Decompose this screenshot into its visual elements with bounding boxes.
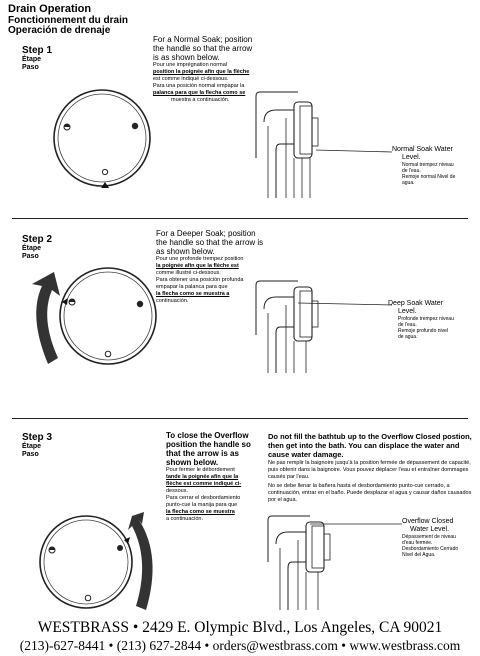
page-title: Drain Operation (8, 3, 92, 15)
footer-website[interactable]: www.westbrass.com (349, 638, 461, 653)
page-subtitle-es: Operación de drenaje (8, 25, 111, 36)
step2-instr-es-d: continuación. (156, 298, 189, 304)
step1-instructions (153, 35, 259, 104)
step2-label-es: Paso (22, 253, 39, 260)
step1-instr-fr-b: position la poignée afin que la flèche (153, 69, 250, 75)
step2-overflow-diagram (250, 275, 400, 375)
step3-label: Step 3 (22, 432, 53, 443)
step3-warning-es: No se debe llenar la bañera hasta el desbordamiento punto-cue cerrado, a continuación, entrar en el baño. Puede desplazar el agua y causar daños causados por el agua. (268, 483, 472, 503)
step3-overflow-diagram (262, 512, 412, 612)
step2-instr-fr-b: la poignée afin que la flèche est (156, 263, 239, 269)
step1-level-es-b: agua. (402, 180, 415, 186)
footer-address-line: WESTBRASS • 2429 E. Olympic Blvd., Los Angeles, CA 90021 (37, 619, 443, 636)
step1-level-label (392, 146, 474, 186)
footer-email[interactable]: orders@westbrass.com (212, 638, 338, 653)
step2-level-fr-b: de l'eau. (398, 322, 417, 328)
step1-level-fr-b: de l'eau. (402, 168, 421, 174)
step1-instr-en: For a Normal Soak; position the handle so that the arrow is as shown below. (153, 35, 253, 62)
step1-dial-diagram (45, 88, 165, 198)
dial-pin-bottom (102, 169, 107, 174)
dial-outer-ring (60, 268, 156, 364)
step3-instr-es-a: Para cerrar el desbordamiento (166, 495, 241, 501)
step2-level-fr-a: Profonde trempez niveau (398, 316, 454, 322)
step3-level-fr-b: d'eau fermée. (402, 540, 433, 546)
step3-instr-es-d: a continuación. (166, 516, 203, 522)
step1-instr-es-b: palanca para que la flecha como se (153, 90, 246, 96)
step3-instr-fr-b: tande la poignée afin que la (166, 474, 239, 480)
footer-fax: (213) 627-2844 (116, 638, 202, 653)
step2-label-fr: Étape (22, 245, 42, 252)
step1-instr-es-a: Para una posición normal empapar la (153, 83, 245, 89)
step3-instr-es-c: la flecha como se muestra (166, 509, 235, 515)
step3-label-es: Paso (22, 451, 39, 458)
dial-outer-ring (40, 516, 132, 608)
step2-level-title-b: Level. (398, 308, 417, 315)
step1-level-title-b: Level. (402, 154, 421, 161)
step2-instr-es-b: empapar la palanca para que (156, 284, 228, 290)
step3-level-label (402, 518, 476, 558)
step1-instr-fr-c: est comme indiqué ci-dessous. (153, 76, 229, 82)
step2-instr-es-c: la flecha como se muestra a (156, 291, 230, 297)
step3-level-title-b: Water Level. (410, 526, 450, 533)
dial-inner-ring (64, 272, 152, 360)
dial-pin-right (132, 123, 138, 129)
dial-pin-bottom (85, 595, 91, 601)
step3-level-es-b: Nivel del Agua. (402, 552, 436, 558)
dial-pin-bottom (105, 351, 111, 357)
dial-inner-ring (44, 520, 128, 604)
step3-level-title-a: Overflow Closed (402, 518, 454, 525)
page-subtitle-fr: Fonctionnement du drain (8, 15, 128, 26)
step3-level-fr-a: Dépassement de niveau (402, 534, 456, 540)
step3-instr-fr-a: Pour fermer le débordement (166, 467, 235, 473)
step2-instr-en: For a Deeper Soak; position the handle so that the arrow is as shown below. (156, 229, 264, 256)
step2-level-es-a: Remoje profundo nivel (398, 328, 449, 334)
dial-pin-right (117, 545, 123, 551)
footer-phone: (213)-627-8441 (19, 638, 106, 653)
step1-label-fr: Étape (22, 56, 42, 63)
step3-dial-diagram (38, 510, 178, 620)
step1-overflow-diagram (250, 88, 400, 208)
step2-instr-fr-c: comme illustré ci-dessous. (156, 270, 221, 276)
step2-dial-diagram (22, 260, 162, 380)
step3-level-es-a: Desbordamiento Cerrado (402, 546, 459, 552)
step3-warning (268, 432, 474, 504)
step3-warning-fr: Ne pas remplir la baignoire jusqu'à la position fermée de dépassement de capacité, puis obtenir dans la baignoire. Vous pouvez déplacer l'eau et entraîner dommages causés par l'eau. (268, 460, 471, 480)
step2-level-label (388, 300, 474, 340)
step2-instr-fr-a: Pour une profonde trempez position (156, 256, 244, 262)
step3-instr-en: To close the Overflow position the handle so that the arrow is as shown below. (166, 431, 251, 467)
step1-level-fr-a: Normal trempez niveau (402, 162, 454, 168)
step2-label: Step 2 (22, 234, 53, 245)
dial-inner-ring (58, 94, 146, 182)
footer-contact-line: (213)-627-8441 • (213) 627-2844 • orders@westbrass.com • www.westbrass.com (19, 638, 461, 653)
step3-instr-fr-c: flèche est comme indiqué ci- (166, 481, 242, 487)
dial-pin-right (137, 301, 143, 307)
step3-warning-en: Do not fill the bathtub up to the Overflow Closed postion, then get into the bath. You can displace the water and cause water damage. (268, 432, 472, 459)
step1-level-es-a: Remoje normal Nivel de (402, 174, 456, 180)
step1-instr-fr-a: Pour une imprégnation normal (153, 62, 227, 68)
step3-instructions (166, 431, 258, 523)
step1-label: Step 1 (22, 45, 53, 56)
step2-instr-es-a: Para obtener una posición profunda (156, 277, 244, 283)
rotate-arrow-icon (32, 272, 60, 364)
step2-level-title-a: Deep Soak Water (388, 300, 443, 307)
step3-instr-fr-d: dessous. (166, 488, 189, 494)
section-divider-1 (12, 218, 468, 219)
step1-instr-es-c: muestra a continuación. (171, 97, 230, 103)
step2-level-es-b: de agua. (398, 334, 418, 340)
step3-label-fr: Étape (22, 443, 42, 450)
step1-level-title-a: Normal Soak Water (392, 146, 453, 153)
footer-address: 2429 E. Olympic Blvd., Los Angeles, CA 90021 (142, 619, 443, 636)
brand-logo: WESTBRASS (37, 619, 130, 636)
water-level-line (316, 150, 392, 152)
section-divider-2 (12, 418, 468, 419)
step3-instr-es-b: punto-cue la manija para que (166, 502, 238, 508)
step1-label-es: Paso (22, 64, 39, 71)
